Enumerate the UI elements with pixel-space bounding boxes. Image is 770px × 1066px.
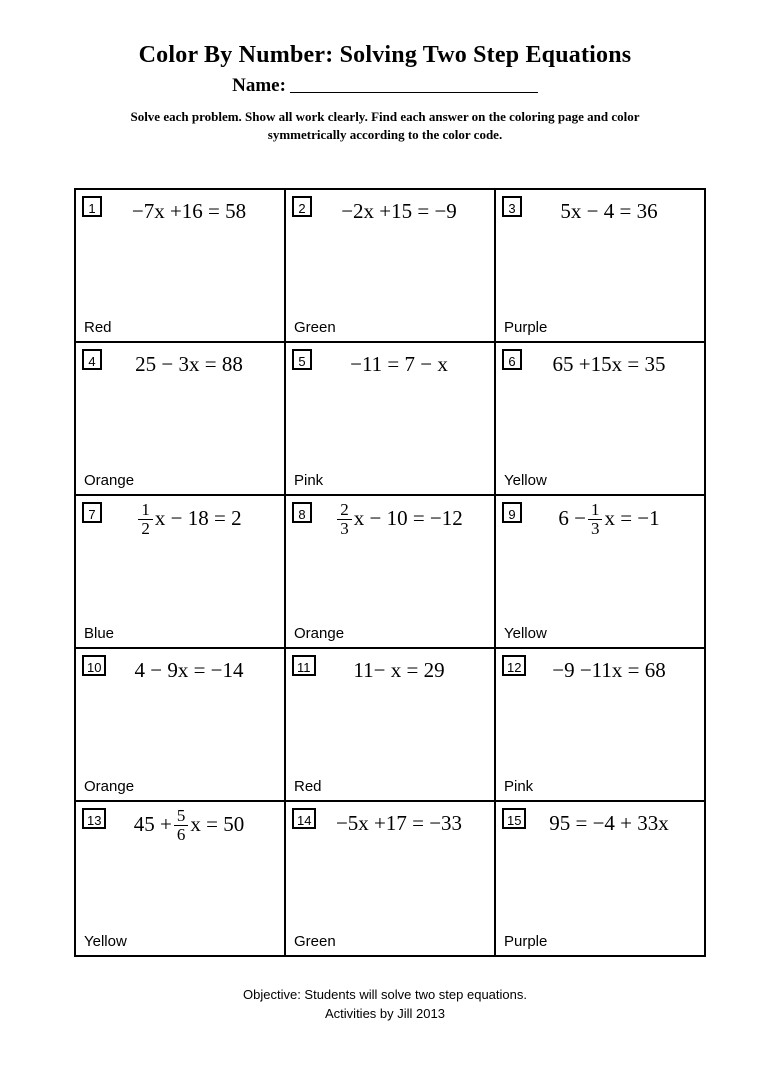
problem-equation (76, 808, 284, 845)
problem-number: 12 (502, 655, 526, 676)
equation-suffix: x = 50 (190, 812, 245, 837)
problem-number: 9 (502, 502, 522, 523)
name-input-line[interactable] (290, 77, 538, 93)
problem-color-label: Pink (504, 778, 534, 795)
problem-color-label: Orange (84, 778, 135, 795)
problem-equation: 25 − 3x = 88 (135, 352, 243, 376)
problem-row (76, 190, 704, 343)
instructions-text: Solve each problem. Show all work clearly. Find each answer on the coloring page and color symmetrically according to the color code. (130, 109, 640, 142)
problem-cell-2[interactable] (286, 190, 496, 341)
problem-color-label: Purple (504, 319, 548, 336)
problem-number: 15 (502, 808, 526, 829)
problem-equation: −5x +17 = −33 (335, 811, 463, 835)
problem-equation: 65 +15x = 35 (552, 352, 666, 376)
worksheet-page (0, 42, 770, 1066)
problem-color-label: Yellow (504, 625, 547, 642)
problem-color-label: Orange (84, 472, 135, 489)
problem-number: 7 (82, 502, 102, 523)
problem-row (76, 343, 704, 496)
fraction (588, 501, 603, 538)
problem-color-label: Yellow (84, 933, 127, 950)
problem-cell-15[interactable] (496, 802, 704, 955)
objective-text: Objective: Students will solve two step equations. (243, 987, 527, 1003)
problem-cell-4[interactable] (76, 343, 286, 494)
equation-prefix: 6 − (558, 506, 586, 531)
problem-equation: 5x − 4 = 36 (560, 199, 658, 223)
problem-color-label: Red (294, 778, 322, 795)
problem-number: 2 (292, 196, 312, 217)
problem-row (76, 496, 704, 649)
problem-equation: 11− x = 29 (353, 658, 445, 682)
footer (0, 986, 770, 1024)
problem-cell-7[interactable] (76, 496, 286, 647)
problem-number: 11 (292, 655, 316, 676)
fraction-denominator: 2 (138, 519, 153, 538)
fraction-numerator: 1 (590, 500, 600, 519)
fraction-numerator: 2 (340, 500, 349, 519)
problem-equation: −7x +16 = 58 (131, 199, 247, 223)
problem-color-label: Red (84, 319, 112, 336)
problem-cell-9[interactable] (496, 496, 704, 647)
problem-number: 4 (82, 349, 102, 370)
problem-row (76, 802, 704, 955)
fraction-denominator: 6 (174, 825, 189, 844)
equation-prefix: 45 + (133, 812, 172, 837)
problem-cell-13[interactable] (76, 802, 286, 955)
problem-color-label: Yellow (504, 472, 547, 489)
problem-number: 5 (292, 349, 312, 370)
problem-cell-8[interactable] (286, 496, 496, 647)
problem-color-label: Orange (294, 625, 345, 642)
name-row (0, 75, 770, 97)
fraction-numerator: 5 (176, 806, 186, 825)
problem-cell-1[interactable] (76, 190, 286, 341)
fraction-numerator: 1 (141, 500, 150, 519)
problem-equation: −11 = 7 − x (350, 352, 448, 376)
problem-cell-14[interactable] (286, 802, 496, 955)
problem-number: 6 (502, 349, 522, 370)
fraction (337, 501, 352, 538)
problem-equation: −2x +15 = −9 (341, 199, 457, 223)
problem-equation: 4 − 9x = −14 (134, 658, 244, 682)
problem-color-label: Pink (294, 472, 324, 489)
fraction (138, 501, 153, 538)
fraction (174, 807, 189, 844)
problem-cell-6[interactable] (496, 343, 704, 494)
problem-equation (286, 502, 494, 539)
problem-cell-5[interactable] (286, 343, 496, 494)
equation-suffix: x − 10 = −12 (353, 506, 463, 531)
problem-grid (74, 188, 706, 957)
equation-suffix: x − 18 = 2 (154, 506, 242, 531)
problem-color-label: Green (294, 933, 336, 950)
problem-cell-11[interactable] (286, 649, 496, 800)
problem-number: 3 (502, 196, 522, 217)
problem-cell-3[interactable] (496, 190, 704, 341)
problem-color-label: Green (294, 319, 336, 336)
problem-number: 8 (292, 502, 312, 523)
problem-row (76, 649, 704, 802)
fraction-denominator: 3 (337, 519, 352, 538)
problem-equation (76, 502, 284, 539)
problem-equation: 95 = −4 + 33x (549, 811, 669, 835)
problem-number: 1 (82, 196, 102, 217)
problem-number: 10 (82, 655, 106, 676)
problem-equation: −9 −11x = 68 (552, 658, 666, 682)
problem-cell-10[interactable] (76, 649, 286, 800)
name-label: Name: (232, 75, 286, 96)
credit-text: Activities by Jill 2013 (325, 1006, 445, 1022)
page-title: Color By Number: Solving Two Step Equations (138, 42, 632, 68)
problem-cell-12[interactable] (496, 649, 704, 800)
fraction-denominator: 3 (588, 519, 603, 538)
problem-color-label: Blue (84, 625, 115, 642)
problem-color-label: Purple (504, 933, 548, 950)
problem-number: 14 (292, 808, 316, 829)
equation-suffix: x = −1 (604, 506, 660, 531)
problem-equation (496, 502, 704, 539)
problem-number: 13 (82, 808, 106, 829)
